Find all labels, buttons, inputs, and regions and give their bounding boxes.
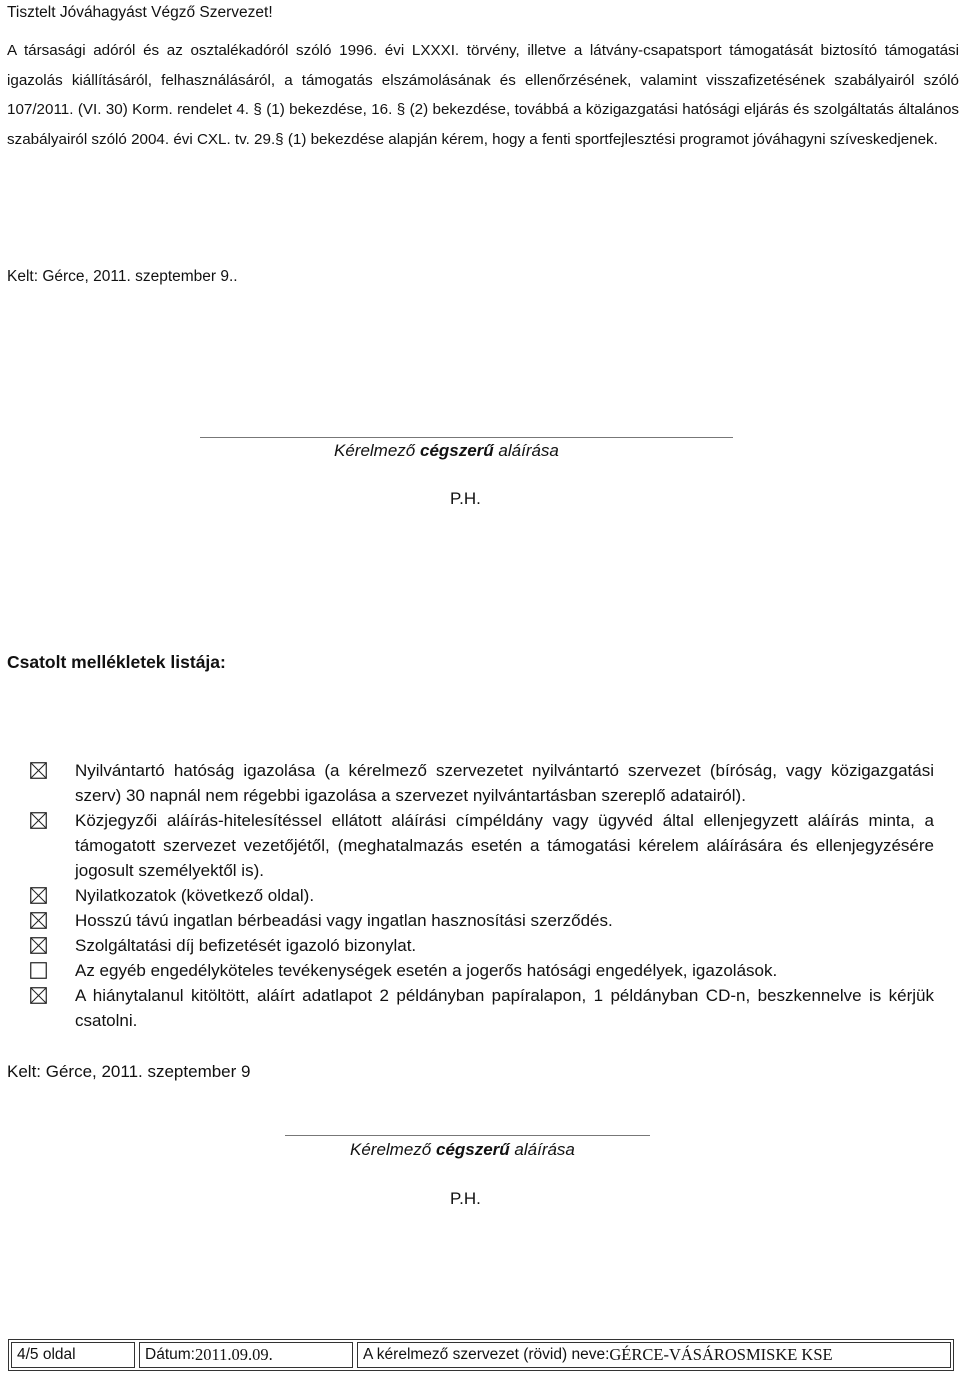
attachment-item: [30, 758, 934, 808]
checkbox-icon[interactable]: [30, 762, 47, 779]
signature-caption-text: aláírása: [493, 441, 559, 460]
signature-line: [200, 437, 733, 438]
attachment-label: Közjegyzői aláírás-hitelesítéssel ellátott aláírási címpéldány vagy ügyvéd által ellenjegyzett aláírás minta, a támogatott szervezet vezetőjétől, (meghatalmazás esetén a támogatási kérelem aláírására és ellenjegyzésére jogosult személyektől is).: [75, 811, 934, 880]
stamp-placeholder: P.H.: [450, 1189, 481, 1208]
checkbox-icon[interactable]: [30, 887, 47, 904]
footer-page-text: 4/5 oldal: [17, 1346, 76, 1363]
checkbox-icon[interactable]: [30, 962, 47, 979]
intro-paragraph: A társasági adóról és az osztalékadóról szóló 1996. évi LXXXI. törvény, illetve a látvány-csapatsport támogatását biztosító támogatási igazolás kiállításáról, felhasználásáról, a támogatás elszámolásának és ellenőrzésének, valamint visszafizetésének szabályairól szóló 107/2011. (VI. 30) Korm. rendelet 4. § (1) bekezdése, 16. § (2) bekezdése, továbbá a közigazgatási hatósági eljárás és szolgáltatás általános szabályairól szóló 2004. évi CXL. tv. 29.§ (1) bekezdése alapján kérem, hogy a fenti sportfejlesztési programot jóváhagyni szíveskedjenek.: [7, 42, 959, 148]
signature-caption: [334, 441, 559, 461]
attachment-label: Az egyéb engedélyköteles tevékenységek esetén a jogerős hatósági engedélyek, igazolások.: [75, 961, 778, 980]
date-place-line: Kelt: Gérce, 2011. szeptember 9: [7, 1062, 251, 1081]
footer-date-value: 2011.09.09.: [194, 1345, 273, 1364]
attachment-item: [30, 958, 934, 983]
checkbox-icon[interactable]: [30, 912, 47, 929]
greeting: Tisztelt Jóváhagyást Végző Szervezet!: [7, 4, 273, 21]
checkbox-icon[interactable]: [30, 937, 47, 954]
signature-caption-bold: cégszerű: [435, 1140, 510, 1159]
attachment-item: [30, 808, 934, 883]
signature-caption-text: Kérelmező: [350, 1140, 436, 1159]
signature-line: [285, 1135, 650, 1136]
attachment-label: Hosszú távú ingatlan bérbeadási vagy ingatlan hasznosítási szerződés.: [75, 911, 613, 930]
signature-caption-bold: cégszerű: [419, 441, 494, 460]
footer-org-label: A kérelmező szervezet (rövid) neve:: [363, 1346, 610, 1363]
footer-date-label: Dátum:: [145, 1346, 195, 1363]
footer-organization: [357, 1342, 951, 1368]
signature-caption-text: Kérelmező: [334, 441, 420, 460]
attachment-item: [30, 883, 934, 908]
attachment-label: Nyilatkozatok (következő oldal).: [75, 886, 315, 905]
attachment-label: Nyilvántartó hatóság igazolása (a kérelmező szervezetet nyilvántartó szervezet (bíróság, vagy közigazgatási szerv) 30 napnál nem régebbi igazolása a szervezet nyilvántartásban szereplő adatairól).: [75, 761, 934, 805]
signature-caption: [350, 1140, 575, 1160]
attachment-item: [30, 908, 934, 933]
signature-caption-text: aláírása: [509, 1140, 575, 1159]
attachment-label: Szolgáltatási díj befizetését igazoló bizonylat.: [75, 936, 417, 955]
date-place-line: Kelt: Gérce, 2011. szeptember 9..: [7, 268, 238, 285]
checkbox-icon[interactable]: [30, 812, 47, 829]
attachment-item: [30, 933, 934, 958]
page-footer: [8, 1339, 954, 1371]
footer-date: [139, 1342, 353, 1368]
attachments-heading: Csatolt mellékletek listája:: [7, 652, 226, 672]
attachment-label: A hiánytalanul kitöltött, aláírt adatlapot 2 példányban papíralapon, 1 példányban CD-n, beszkennelve is kérjük csatolni.: [75, 986, 934, 1030]
attachments-list: [30, 758, 934, 1033]
attachment-item: [30, 983, 934, 1033]
checkbox-icon[interactable]: [30, 987, 47, 1004]
stamp-placeholder: P.H.: [450, 489, 481, 508]
footer-org-value: GÉRCE-VÁSÁROSMISKE KSE: [609, 1345, 833, 1364]
footer-page-number: [11, 1342, 135, 1368]
